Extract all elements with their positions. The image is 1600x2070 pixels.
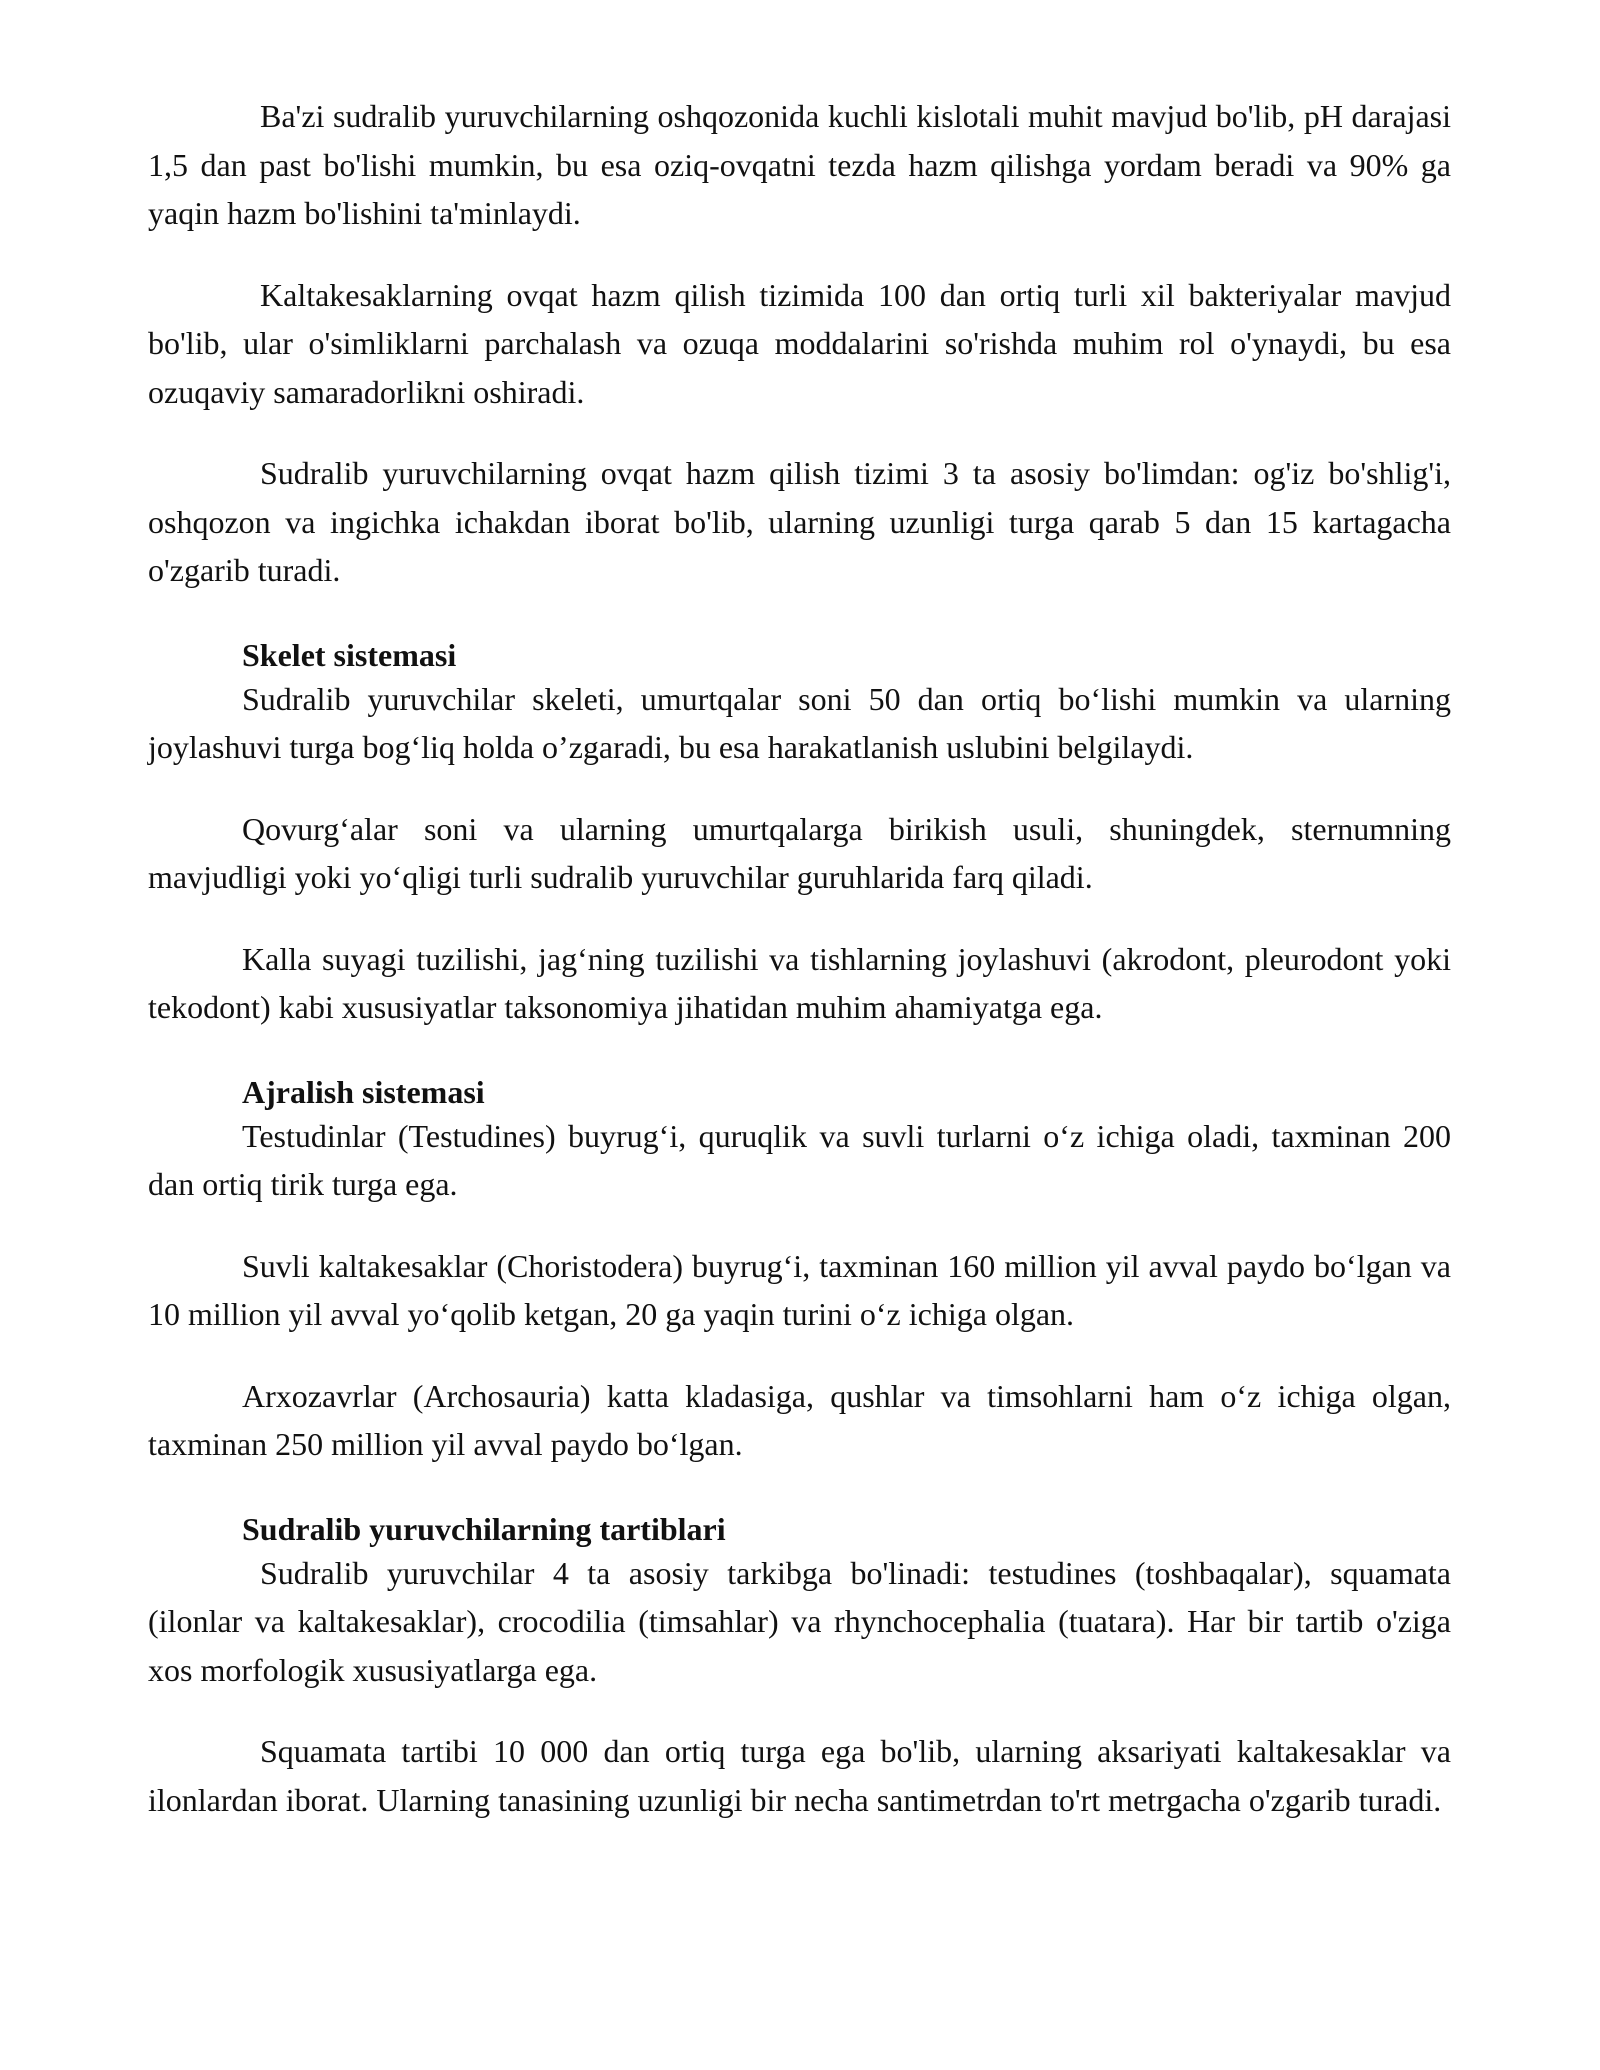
- intro-paragraph-3: Sudralib yuruvchilarning ovqat hazm qilish tizimi 3 ta asosiy bo'limdan: og'iz bo'shlig'i, oshqozon va ingichka ichakdan iborat bo'lib, ularning uzunligi turga qarab 5 dan 15 kartagacha o'zgarib turadi.: [148, 455, 1451, 588]
- document-page: [148, 92, 1451, 1824]
- ajralish-paragraph-3: Arxozavrlar (Archosauria) katta kladasiga, qushlar va timsohlarni ham o‘z ichiga olgan, taxminan 250 million yil avval paydo bo‘lgan.: [148, 1377, 1451, 1462]
- section-heading-tartiblar: Sudralib yuruvchilarning tartiblari: [242, 1510, 726, 1547]
- ajralish-paragraph-2: Suvli kaltakesaklar (Choristodera) buyrug‘i, taxminan 160 million yil avval paydo bo‘lgan va 10 million yil avval yo‘qolib ketgan, 20 ga yaqin turini o‘z ichiga olgan.: [148, 1247, 1451, 1332]
- ajralish-paragraph-1: Testudinlar (Testudines) buyrug‘i, quruqlik va suvli turlarni o‘z ichiga oladi, taxminan 200 dan ortiq tirik turga ega.: [148, 1117, 1451, 1202]
- skelet-paragraph-2: Qovurg‘alar soni va ularning umurtqalarga birikish usuli, shuningdek, sternumning mavjudligi yoki yo‘qligi turli sudralib yuruvchilar guruhlarida farq qiladi.: [148, 810, 1451, 895]
- intro-paragraph-2: Kaltakesaklarning ovqat hazm qilish tizimida 100 dan ortiq turli xil bakteriyalar mavjud bo'lib, ular o'simliklarni parchalash va ozuqa moddalarini so'rishda muhim rol o'ynaydi, bu esa ozuqaviy samaradorlikni oshiradi.: [148, 276, 1451, 410]
- tartiblar-paragraph-1: Sudralib yuruvchilar 4 ta asosiy tarkibga bo'linadi: testudines (toshbaqalar), squamata (ilonlar va kaltakesaklar), crocodilia (timsahlar) va rhynchocephalia (tuatara). Har bir tartib o'ziga xos morfologik xususiyatlarga ega.: [148, 1554, 1451, 1688]
- intro-paragraph-1: Ba'zi sudralib yuruvchilarning oshqozonida kuchli kislotali muhit mavjud bo'lib, pH darajasi 1,5 dan past bo'lishi mumkin, bu esa oziq-ovqatni tezda hazm qilishga yordam beradi va 90% ga yaqin hazm bo'lishini ta'minlaydi.: [148, 98, 1451, 231]
- skelet-paragraph-3: Kalla suyagi tuzilishi, jag‘ning tuzilishi va tishlarning joylashuvi (akrodont, pleurodont yoki tekodont) kabi xususiyatlar taksonomiya jihatidan muhim ahamiyatga ega.: [148, 940, 1451, 1025]
- section-heading-ajralish: Ajralish sistemasi: [242, 1073, 485, 1110]
- section-heading-skelet: Skelet sistemasi: [242, 636, 457, 673]
- skelet-paragraph-1: Sudralib yuruvchilar skeleti, umurtqalar soni 50 dan ortiq bo‘lishi mumkin va ularning joylashuvi turga bog‘liq holda o’zgaradi, bu esa harakatlanish uslubini belgilaydi.: [148, 680, 1451, 765]
- tartiblar-paragraph-2: Squamata tartibi 10 000 dan ortiq turga ega bo'lib, ularning aksariyati kaltakesaklar va ilonlardan iborat. Ularning tanasining uzunligi bir necha santimetrdan to'rt metrgacha o'zgarib turadi.: [148, 1733, 1451, 1818]
